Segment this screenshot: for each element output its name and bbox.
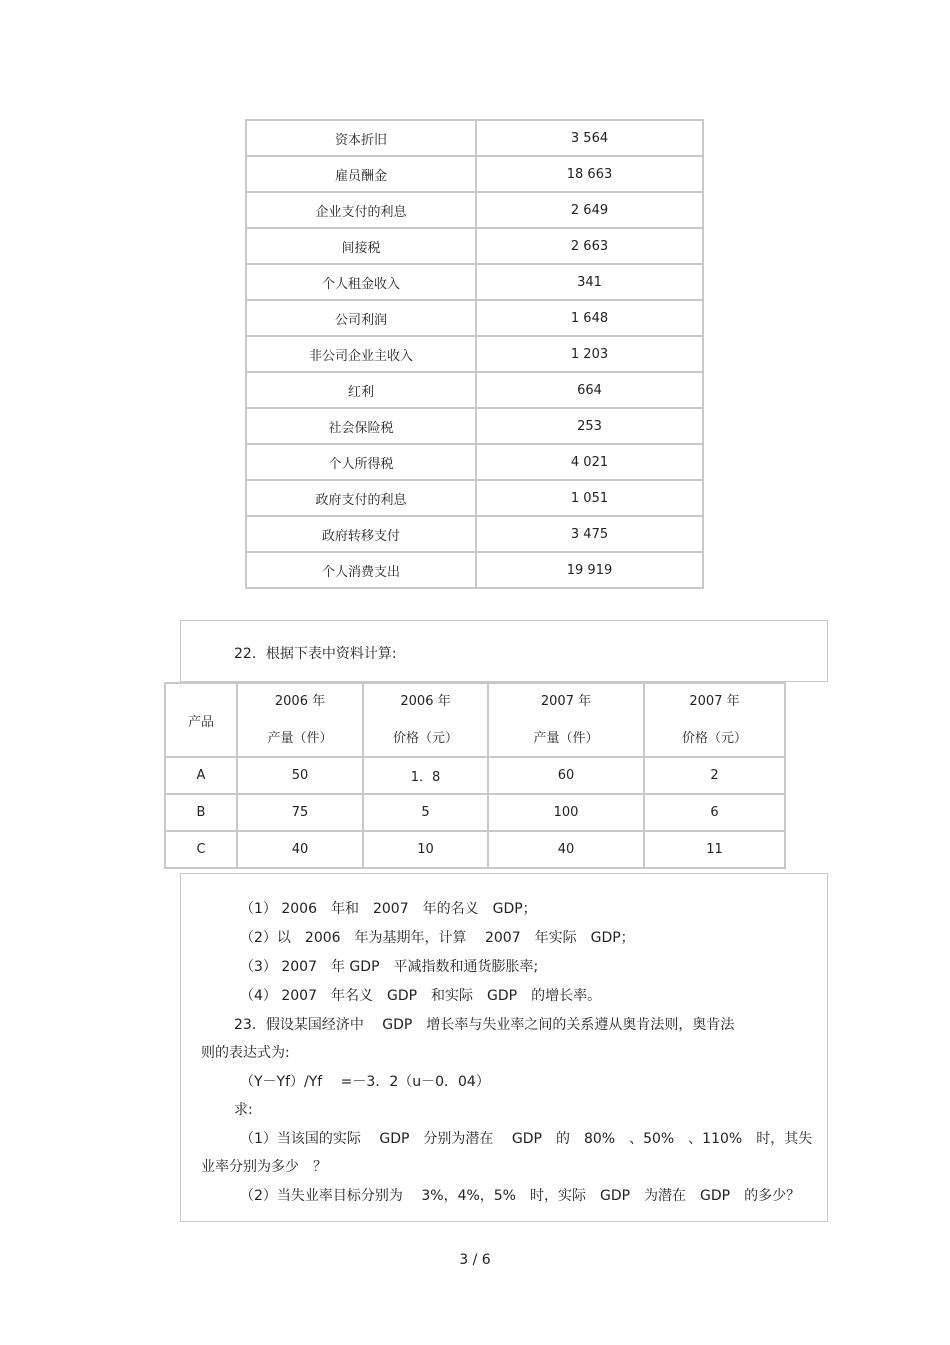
product-cell: C xyxy=(165,831,237,868)
value-cell: 6 xyxy=(644,794,785,831)
row-value: 1 051 xyxy=(476,480,703,516)
table-row xyxy=(246,300,703,336)
value-cell: 5 xyxy=(363,794,488,831)
row-label: 非公司企业主收入 xyxy=(246,336,476,372)
value-cell: 60 xyxy=(488,757,644,794)
page-number: 3 / 6 xyxy=(459,1252,491,1268)
national-income-table xyxy=(245,119,704,589)
row-label: 企业支付的利息 xyxy=(246,192,476,228)
row-value: 1 203 xyxy=(476,336,703,372)
header-product: 产品 xyxy=(165,683,237,757)
question-23-ask: 求: xyxy=(234,1102,253,1118)
table-row xyxy=(246,516,703,552)
row-value: 19 919 xyxy=(476,552,703,588)
row-label: 资本折旧 xyxy=(246,120,476,156)
header-2006-quantity: 2006 年 产量（件） xyxy=(237,683,363,757)
question-22-item-4: （4） 2007 年名义 GDP 和实际 GDP 的增长率。 xyxy=(240,988,602,1004)
table-row xyxy=(246,192,703,228)
header-2006-price: 2006 年 价格（元） xyxy=(363,683,488,757)
question-22-item-3: （3） 2007 年 GDP 平减指数和通货膨胀率; xyxy=(240,959,539,975)
row-label: 雇员酬金 xyxy=(246,156,476,192)
table-row xyxy=(165,757,785,794)
row-label: 红利 xyxy=(246,372,476,408)
value-cell: 2 xyxy=(644,757,785,794)
table-header-row xyxy=(165,683,785,757)
row-label: 政府支付的利息 xyxy=(246,480,476,516)
question-23-item-1-line-1: （1）当该国的实际 GDP 分别为潜在 GDP 的 80% 、50% 、110% 时，其失 xyxy=(240,1131,813,1147)
row-value: 3 564 xyxy=(476,120,703,156)
table-row xyxy=(246,156,703,192)
row-value: 3 475 xyxy=(476,516,703,552)
table-row xyxy=(165,831,785,868)
row-value: 2 663 xyxy=(476,228,703,264)
question-23-item-1-line-2: 业率分别为多少 ？ xyxy=(201,1159,327,1175)
table-row xyxy=(246,336,703,372)
row-value: 18 663 xyxy=(476,156,703,192)
row-value: 1 648 xyxy=(476,300,703,336)
okun-formula: （Y－Yf）/Yf =－3．2（u－0．04） xyxy=(240,1074,490,1090)
question-23-item-2: （2）当失业率目标分别为 3%，4%，5% 时，实际 GDP 为潜在 GDP 的多少？ xyxy=(240,1188,801,1204)
table-row xyxy=(246,480,703,516)
row-label: 间接税 xyxy=(246,228,476,264)
row-label: 个人租金收入 xyxy=(246,264,476,300)
table-row xyxy=(246,372,703,408)
table-row xyxy=(246,264,703,300)
header-2007-quantity: 2007 年 产量（件） xyxy=(488,683,644,757)
table-row xyxy=(246,228,703,264)
question-22-heading: 22．根据下表中资料计算: xyxy=(234,646,397,662)
value-cell: 1．8 xyxy=(363,757,488,794)
header-2007-price: 2007 年 价格（元） xyxy=(644,683,785,757)
row-value: 2 649 xyxy=(476,192,703,228)
row-label: 个人所得税 xyxy=(246,444,476,480)
row-label: 政府转移支付 xyxy=(246,516,476,552)
product-cell: B xyxy=(165,794,237,831)
question-23-line-2: 则的表达式为: xyxy=(201,1045,290,1061)
value-cell: 50 xyxy=(237,757,363,794)
value-cell: 75 xyxy=(237,794,363,831)
value-cell: 100 xyxy=(488,794,644,831)
table-row xyxy=(246,120,703,156)
table-row xyxy=(165,794,785,831)
question-23-line-1: 23．假设某国经济中 GDP 增长率与失业率之间的关系遵从奥肯法则，奥肯法 xyxy=(234,1017,735,1033)
value-cell: 40 xyxy=(237,831,363,868)
row-value: 253 xyxy=(476,408,703,444)
value-cell: 40 xyxy=(488,831,644,868)
product-cell: A xyxy=(165,757,237,794)
row-value: 4 021 xyxy=(476,444,703,480)
row-label: 个人消费支出 xyxy=(246,552,476,588)
value-cell: 11 xyxy=(644,831,785,868)
product-table xyxy=(164,682,786,869)
question-22-item-1: （1） 2006 年和 2007 年的名义 GDP； xyxy=(240,901,537,917)
row-value: 664 xyxy=(476,372,703,408)
table-row xyxy=(246,552,703,588)
row-label: 社会保险税 xyxy=(246,408,476,444)
table-row xyxy=(246,408,703,444)
table-row xyxy=(246,444,703,480)
row-value: 341 xyxy=(476,264,703,300)
row-label: 公司利润 xyxy=(246,300,476,336)
value-cell: 10 xyxy=(363,831,488,868)
question-22-item-2: （2）以 2006 年为基期年，计算 2007 年实际 GDP； xyxy=(240,930,635,946)
